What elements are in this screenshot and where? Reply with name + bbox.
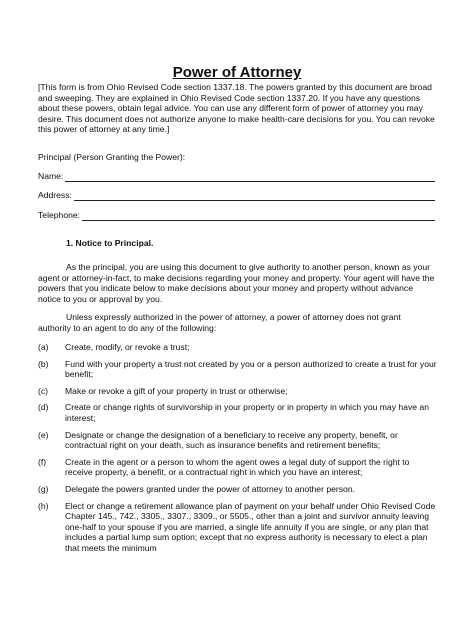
list-item-text: Fund with your property a trust not created by you or a person authorized to create a trust for your benefit;	[65, 358, 437, 380]
telephone-field-line[interactable]	[82, 211, 435, 221]
section-1-heading: 1. Notice to Principal.	[66, 238, 154, 248]
list-item-marker: (e)	[38, 429, 49, 440]
list-item	[38, 386, 438, 397]
name-field-line[interactable]	[65, 172, 435, 182]
list-item	[38, 402, 438, 423]
principal-label: Principal (Person Granting the Power):	[38, 152, 186, 162]
address-field[interactable]	[38, 189, 435, 201]
list-item-marker: (d)	[38, 402, 49, 413]
list-item	[38, 501, 438, 554]
intro-paragraph: [This form is from Ohio Revised Code section 1337.18. The powers granted by this document are broad and sweeping. They are explained in Ohio Revised Code section 1337.20. If you have any questions about these powers, obtain legal advice. You can use any different form of power of attorney you may desire. This document does not authorize anyone to make health-care decisions for you. You can revoke this power of attorney at any time.]	[38, 82, 435, 135]
section-1-paragraph-2: Unless expressly authorized in the power of attorney, a power of attorney does not grant authority to an agent to do any of the following:	[38, 312, 401, 333]
list-item-marker: (h)	[38, 500, 49, 511]
list-item-text: Designate or change the designation of a beneficiary to receive any property, benefit, or contractual right on your death, such as insurance benefits and retirement benefits;	[65, 429, 398, 451]
list-item-text: Elect or change a retirement allowance plan of payment on your behalf under Ohio Revised Code Chapter 145., 742., 3305., 3307., 3309., or 5505., other than a joint and survivor annuity leaving one-half to your spouse if you are married, a single life annuity if you are single, or any plan that includes a partial lump sum option; except that no express authority is necessary to elect a plan that meets the minimum	[65, 500, 436, 553]
list-item-marker: (a)	[38, 342, 49, 352]
list-item	[38, 359, 438, 380]
list-item	[38, 430, 438, 451]
name-field-label: Name:	[38, 171, 64, 182]
list-item-marker: (c)	[38, 385, 49, 396]
name-field[interactable]	[38, 170, 435, 182]
document-title-text: Power of Attorney	[172, 64, 302, 81]
address-field-line[interactable]	[74, 191, 435, 201]
telephone-field[interactable]	[38, 209, 435, 221]
list-item-marker: (f)	[38, 456, 47, 467]
list-item	[38, 457, 438, 478]
list-item-marker: (b)	[38, 358, 49, 369]
telephone-field-label: Telephone:	[38, 210, 81, 221]
list-item	[38, 484, 438, 495]
list-item-marker: (g)	[38, 483, 49, 494]
section-1-paragraph-1: As the principal, you are using this document to give authority to another person, known as your agent or attorney-in-fact, to make decisions regarding your money and property. Your agent will have the powers that you indicate below to make decisions about your money and property without advance notice to you or approval by you.	[38, 262, 435, 304]
list-item-text: Make or revoke a gift of your property in trust or otherwise;	[65, 385, 288, 396]
address-field-label: Address:	[38, 190, 72, 201]
restricted-powers-list	[38, 342, 438, 560]
document-title	[0, 64, 474, 81]
list-item-text: Delegate the powers granted under the power of attorney to another person.	[65, 483, 355, 494]
list-item-text: Create or change rights of survivorship in your property or in property in which you may have an interest;	[65, 402, 429, 423]
list-item-text: Create, modify, or revoke a trust;	[65, 342, 190, 352]
list-item-text: Create in the agent or a person to whom the agent owes a legal duty of support the right to receive property, a benefit, or a contractual right in which you have an interest;	[65, 456, 410, 478]
list-item	[38, 342, 438, 353]
